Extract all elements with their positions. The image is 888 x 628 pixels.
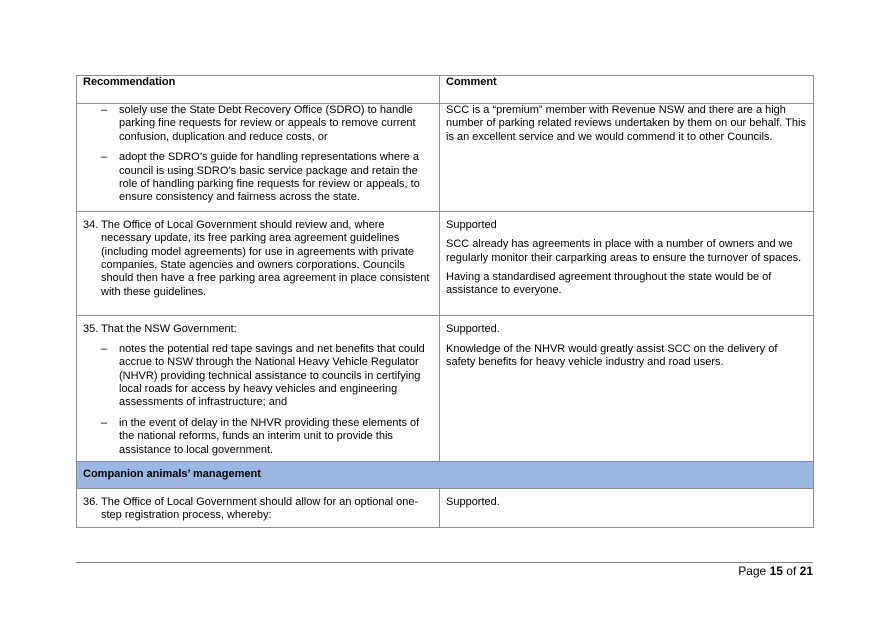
numbered-recommendation (83, 323, 433, 336)
dash-bullet: – (101, 342, 108, 355)
table-row (77, 488, 814, 527)
recommendation-cell (77, 316, 440, 462)
dash-bullet: – (101, 104, 108, 116)
comment-text: Knowledge of the NHVR would greatly assist SCC on the delivery of safety benefits for heavy vehicle industry and road users. (446, 342, 778, 369)
comment-text: SCC already has agreements in place with a number of owners and we regularly monitor their carparking areas to ensure the turnover of spaces. (446, 238, 802, 264)
comment-cell (440, 488, 814, 527)
comment-cell (440, 211, 814, 315)
recommendation-cell (77, 488, 440, 527)
section-heading-row (77, 461, 814, 488)
list-item (83, 343, 433, 410)
comment-status: Supported (446, 218, 497, 231)
list-item-text: notes the potential red tape savings and net benefits that could accrue to NSW through the National Heavy Vehicle Regulator (NHVR) providing technical assistance to councils in certifying local roads for access by heavy vehicles and engineering assessments of infrastructure; and (119, 342, 425, 409)
recommendation-number: 35. (83, 323, 99, 336)
table-row (77, 104, 814, 212)
numbered-recommendation (83, 219, 433, 299)
recommendation-cell (77, 104, 440, 212)
header-recommendation: Recommendation (77, 76, 440, 104)
recommendation-cell (77, 211, 440, 315)
comment-cell (440, 316, 814, 462)
comment-cell (440, 104, 814, 212)
list-item (83, 417, 433, 457)
comment-status: Supported. (446, 323, 500, 336)
table-row (77, 211, 814, 315)
of-label: of (786, 564, 797, 578)
dash-bullet: – (101, 416, 108, 429)
comment-text: SCC is a “premium” member with Revenue NSW and there are a high number of parking related reviews undertaken by them on our behalf. This is an excellent service and we would commend it to other Councils. (446, 104, 806, 143)
numbered-recommendation (83, 496, 433, 523)
recommendation-text: The Office of Local Government should review and, where necessary update, its free parking area agreement guidelines (including model agreements) for use in agreements with private companies, State agencies and owners corporations. Councils should then have a free parking area agreement in place consistent with these guidelines. (101, 218, 430, 298)
total-pages: 21 (799, 564, 813, 578)
table-row (77, 316, 814, 462)
comment-status: Supported. (446, 495, 500, 508)
page-number (738, 564, 813, 578)
page-label: Page (738, 564, 767, 578)
dash-bullet: – (101, 151, 108, 164)
footer-divider (76, 562, 813, 563)
recommendation-number: 34. (83, 218, 99, 231)
table-header-row (77, 76, 814, 104)
section-heading: Companion animals’ management (77, 461, 814, 488)
current-page: 15 (769, 564, 783, 578)
header-comment: Comment (440, 76, 814, 104)
list-item-text: solely use the State Debt Recovery Office (SDRO) to handle parking fine requests for review or appeals to remove current confusion, duplication and reduce costs, or (119, 104, 416, 143)
recommendation-text: That the NSW Government: (101, 323, 237, 336)
recommendations-table (76, 75, 814, 528)
recommendation-text: The Office of Local Government should allow for an optional one-step registration process, whereby: (101, 495, 419, 522)
list-item (83, 104, 433, 144)
list-item-text: adopt the SDRO’s guide for handling representations where a council is using SDRO’s basic service package and retain the role of handling parking fine requests for review or appeals, to ensure consistency and fairness across the state. (119, 151, 420, 204)
list-item-text: in the event of delay in the NHVR providing these elements of the national reforms, funds an interim unit to provide this assistance to local government. (119, 416, 420, 456)
comment-text: Having a standardised agreement throughout the state would be of assistance to everyone. (446, 271, 772, 297)
list-item (83, 151, 433, 205)
recommendation-number: 36. (83, 495, 99, 508)
